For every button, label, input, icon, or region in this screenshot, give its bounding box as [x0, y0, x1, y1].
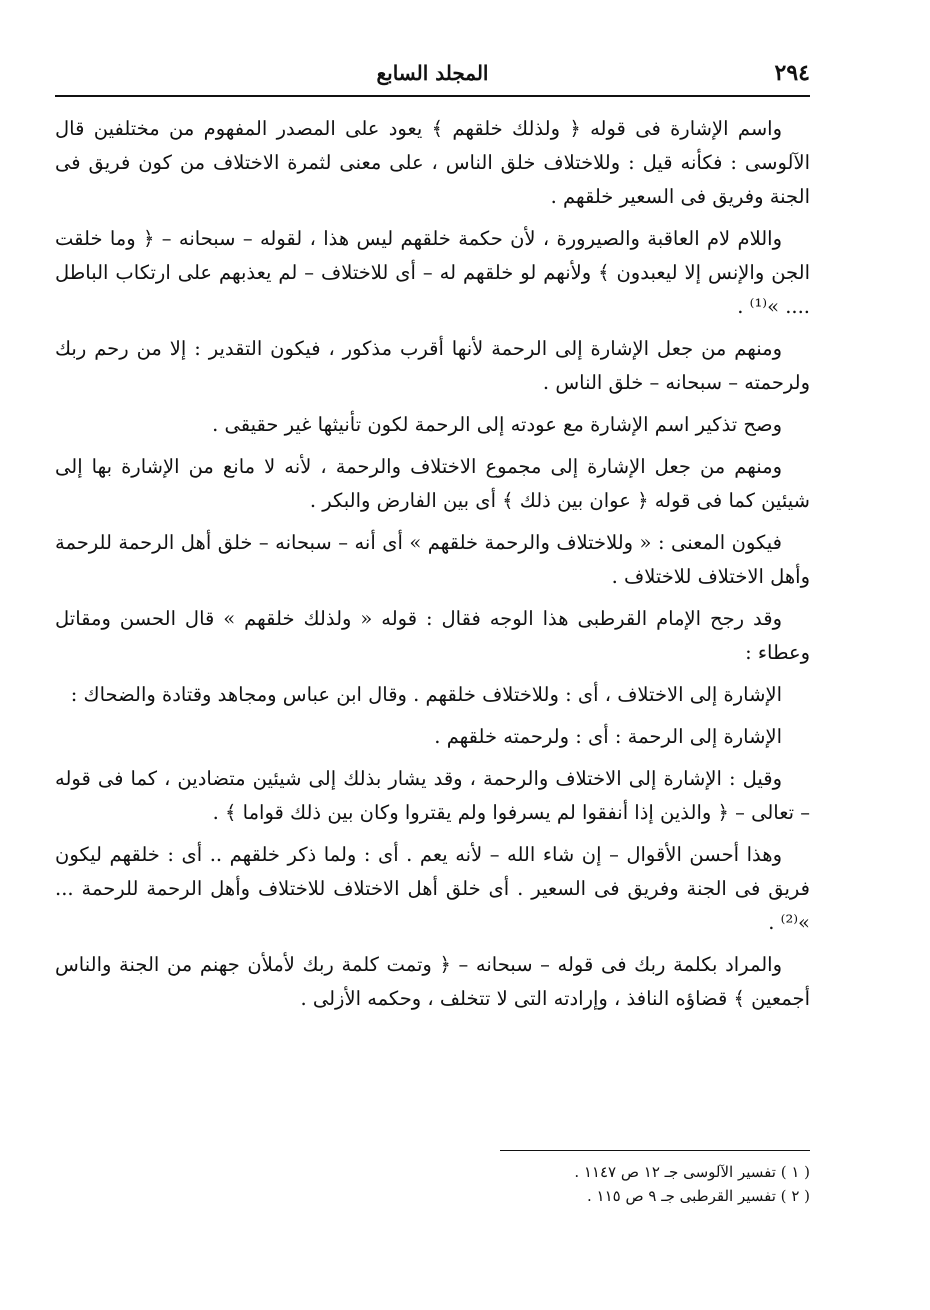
running-head: المجلد السابع: [376, 61, 489, 85]
footnote-2: ( ٢ ) تفسير القرطبى جـ ٩ ص ١١٥ .: [586, 1187, 810, 1205]
paragraph: وقد رجح الإمام القرطبى هذا الوجه فقال : قوله « ولذلك خلقهم » قال الحسن ومقاتل وعطاء :: [55, 607, 810, 664]
page-header: [55, 58, 810, 92]
paragraph: واللام لام العاقبة والصيرورة ، لأن حكمة خلقهم ليس هذا ، لقوله – سبحانه – ﴿ وما خلقت الجن والإنس إلا ليعبدون ﴾ ولأنهم لو خلقهم له – أى للاختلاف – لم يعذبهم على ارتكاب الباطل .... »⁽¹⁾ .: [55, 227, 810, 318]
paragraph: وهذا أحسن الأقوال – إن شاء الله – لأنه يعم . أى : ولما ذكر خلقهم .. أى : خلقهم ليكون فريق فى الجنة وفريق فى السعير . أى خلق أهل الاختلاف للاختلاف وأهل الرحمة للرحمة ... »⁽²⁾ .: [55, 843, 810, 934]
footnotes: [460, 1160, 810, 1208]
paragraph: ومنهم من جعل الإشارة إلى مجموع الاختلاف والرحمة ، لأنه لا مانع من الإشارة بها إلى شيئين كما فى قوله ﴿ عوان بين ذلك ﴾ أى بين الفارض والبكر .: [55, 455, 810, 512]
paragraph: وصح تذكير اسم الإشارة مع عودته إلى الرحمة لكون تأنيثها غير حقيقى .: [212, 413, 782, 436]
paragraph: وقيل : الإشارة إلى الاختلاف والرحمة ، وقد يشار بذلك إلى شيئين متضادين ، كما فى قوله – تعالى – ﴿ والذين إذا أنفقوا لم يسرفوا ولم يقتروا وكان بين ذلك قواما ﴾ .: [55, 767, 810, 824]
paragraph: فيكون المعنى : « وللاختلاف والرحمة خلقهم » أى أنه – سبحانه – خلق أهل الرحمة للرحمة وأهل الاختلاف للاختلاف .: [55, 531, 810, 588]
footnote-1: ( ١ ) تفسير الآلوسى جـ ١٢ ص ١١٤٧ .: [574, 1163, 810, 1181]
footnote-rule: [500, 1150, 810, 1151]
paragraph: والمراد بكلمة ربك فى قوله – سبحانه – ﴿ وتمت كلمة ربك لأملأن جهنم من الجنة والناس أجمعين ﴾ قضاؤه النافذ ، وإرادته التى لا تتخلف ، وحكمه الأزلى .: [55, 953, 810, 1010]
paragraph: واسم الإشارة فى قوله ﴿ ولذلك خلقهم ﴾ يعود على المصدر المفهوم من مختلفين قال الآلوسى : فكأنه قيل : وللاختلاف خلق الناس ، على معنى لثمرة الاختلاف من كون فريق فى الجنة وفريق فى السعير خلقهم .: [55, 117, 810, 208]
body-text: [55, 112, 810, 1024]
paragraph: ومنهم من جعل الإشارة إلى الرحمة لأنها أقرب مذكور ، فيكون التقدير : إلا من رحم ربك ولرحمته – سبحانه – خلق الناس .: [55, 337, 810, 394]
paragraph: الإشارة إلى الرحمة : أى : ولرحمته خلقهم .: [434, 725, 782, 748]
paragraph: الإشارة إلى الاختلاف ، أى : وللاختلاف خلقهم . وقال ابن عباس ومجاهد وقتادة والضحاك :: [70, 683, 782, 706]
page-number: ٢٩٤: [774, 60, 810, 86]
header-rule: [55, 95, 810, 97]
